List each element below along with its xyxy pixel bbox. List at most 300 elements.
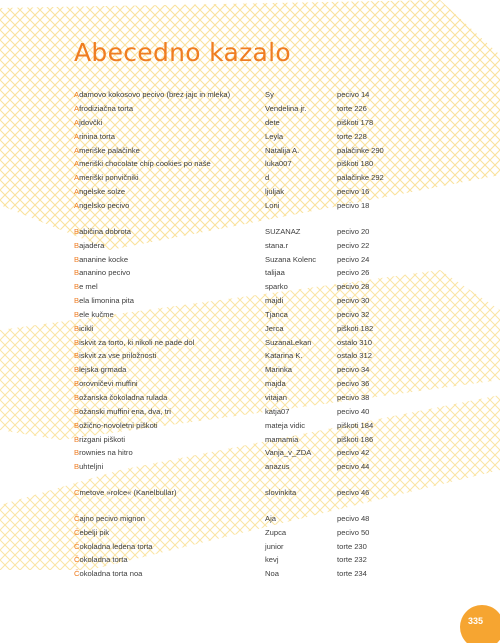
entry-author: kevj <box>265 555 279 565</box>
entry-author-cell <box>265 269 337 277</box>
entry-category-cell <box>337 160 431 168</box>
entry-category: pecivo <box>337 296 359 306</box>
entry-name-cell <box>74 489 265 497</box>
entry-initial: B <box>74 296 80 306</box>
entry-author: Marinka <box>265 365 293 375</box>
entry-page: 40 <box>360 406 370 416</box>
entry-category: pecivo <box>337 392 359 402</box>
entry-initial: B <box>74 392 80 402</box>
entry-name-cell <box>74 543 265 551</box>
entry-author-cell <box>265 489 337 497</box>
entry-initial: B <box>74 268 80 278</box>
entry-name-cell <box>74 269 265 277</box>
entry-author: SuzanaLekan <box>265 337 312 347</box>
entry-name-cell <box>74 436 265 444</box>
index-entry <box>74 154 431 168</box>
entry-name-cell <box>74 529 265 537</box>
entry-name-cell <box>74 133 265 141</box>
entry-name <box>74 104 133 113</box>
entry-page: 178 <box>360 117 374 127</box>
entry-name-cell <box>74 228 265 236</box>
entry-name <box>74 173 139 182</box>
entry-category-cell <box>337 311 431 319</box>
entry-page: 32 <box>360 309 370 319</box>
index-list <box>74 85 431 590</box>
entry-name <box>74 268 130 277</box>
entry-name <box>74 421 158 430</box>
entry-name-rest: okoladna torta noa <box>79 569 143 579</box>
entry-category-cell <box>337 436 431 444</box>
entry-author: majdi <box>265 296 284 306</box>
entry-author: Zupca <box>265 527 287 537</box>
entry-name-rest: lejska grmada <box>79 365 127 375</box>
entry-author: vitajan <box>265 392 287 402</box>
entry-page: 16 <box>360 187 370 197</box>
entry-initial: B <box>74 351 80 361</box>
entry-initial: B <box>74 379 80 389</box>
entry-category-cell <box>337 188 431 196</box>
entry-author-cell <box>265 311 337 319</box>
entry-author: Suzana Kolenc <box>265 254 317 264</box>
entry-name-cell <box>74 147 265 155</box>
entry-name <box>74 201 129 210</box>
entry-category-cell <box>337 174 431 182</box>
entry-name-rest: jdovčki <box>79 117 103 127</box>
entry-author-cell <box>265 339 337 347</box>
index-group <box>74 222 431 471</box>
index-entry <box>74 483 431 497</box>
entry-name-cell <box>74 188 265 196</box>
entry-category-cell <box>337 394 431 402</box>
entry-initial: B <box>74 240 80 250</box>
entry-author-cell <box>265 543 337 551</box>
entry-name-rest: ele kučme <box>79 309 114 319</box>
index-entry <box>74 564 431 578</box>
index-entry <box>74 291 431 305</box>
entry-initial: B <box>74 434 80 444</box>
entry-name-cell <box>74 91 265 99</box>
entry-name <box>74 393 167 402</box>
index-entry <box>74 277 431 291</box>
entry-author: ljuljak <box>265 187 284 197</box>
entry-page: 180 <box>360 159 374 169</box>
entry-category-cell <box>337 489 431 497</box>
entry-name-cell <box>74 119 265 127</box>
entry-author: SUZANAZ <box>265 226 301 236</box>
entry-name <box>74 338 194 347</box>
entry-name-cell <box>74 256 265 264</box>
entry-category-cell <box>337 283 431 291</box>
entry-category-cell <box>337 556 431 564</box>
entry-author: mamamia <box>265 434 299 444</box>
entry-initial: B <box>74 448 80 458</box>
entry-page: 50 <box>360 527 370 537</box>
entry-name <box>74 365 126 374</box>
entry-author-cell <box>265 463 337 471</box>
entry-initial: Č <box>74 555 80 565</box>
entry-category: ostalo <box>337 351 358 361</box>
entry-initial: B <box>74 462 80 472</box>
entry-name <box>74 569 142 578</box>
index-entry <box>74 113 431 127</box>
index-entry <box>74 235 431 249</box>
entry-author: katja07 <box>265 406 290 416</box>
entry-category: pecivo <box>337 379 359 389</box>
entry-category-cell <box>337 325 431 333</box>
entry-name-rest: ngelske solze <box>79 187 126 197</box>
entry-name-rest: ožično-novoletni piškoti <box>79 420 158 430</box>
entry-initial: B <box>74 365 80 375</box>
entry-name-cell <box>74 380 265 388</box>
index-entry <box>74 443 431 457</box>
entry-author: dete <box>265 117 280 127</box>
index-entry <box>74 550 431 564</box>
index-entry <box>74 509 431 523</box>
entry-category: pecivo <box>337 462 359 472</box>
entry-page: 46 <box>360 488 370 498</box>
entry-author: talijaa <box>265 268 285 278</box>
entry-name-cell <box>74 174 265 182</box>
entry-category: piškoti <box>337 420 359 430</box>
index-entry <box>74 127 431 141</box>
entry-page: 292 <box>371 173 384 183</box>
entry-author-cell <box>265 422 337 430</box>
entry-name-rest: okoladna ledena torta <box>79 541 153 551</box>
entry-category: ostalo <box>337 337 358 347</box>
entry-author-cell <box>265 256 337 264</box>
entry-author: Leyla <box>265 131 284 141</box>
entry-name <box>74 528 109 537</box>
entry-name-rest: ananine kocke <box>79 254 129 264</box>
entry-category: piškoti <box>337 323 359 333</box>
entry-name-cell <box>74 202 265 210</box>
index-entry <box>74 263 431 277</box>
entry-author: Jerca <box>265 323 284 333</box>
entry-page: 28 <box>360 282 370 292</box>
entry-author-cell <box>265 449 337 457</box>
entry-initial: A <box>74 187 80 197</box>
entry-author: Loni <box>265 201 280 210</box>
entry-name <box>74 351 156 360</box>
entry-page: 312 <box>359 351 372 361</box>
index-entry <box>74 319 431 333</box>
index-entry <box>74 415 431 429</box>
entry-initial: Č <box>74 541 80 551</box>
entry-name-rest: meriški ponvičniki <box>79 173 139 183</box>
entry-name <box>74 296 134 305</box>
index-entry <box>74 388 431 402</box>
entry-category: pecivo <box>337 226 359 236</box>
entry-category-cell <box>337 256 431 264</box>
entry-name <box>74 514 145 523</box>
entry-category: torte <box>337 131 353 141</box>
entry-page: 20 <box>360 226 370 236</box>
entry-category-cell <box>337 105 431 113</box>
entry-name-cell <box>74 242 265 250</box>
entry-name <box>74 310 114 319</box>
index-entry <box>74 332 431 346</box>
entry-page: 14 <box>360 90 370 100</box>
entry-name-cell <box>74 311 265 319</box>
entry-name <box>74 159 211 168</box>
entry-author: luka007 <box>265 159 292 169</box>
entry-initial: A <box>74 159 80 169</box>
entry-name-cell <box>74 352 265 360</box>
entry-author-cell <box>265 556 337 564</box>
index-group <box>74 85 431 210</box>
index-entry <box>74 196 431 210</box>
entry-page: 34 <box>360 365 370 375</box>
entry-name-cell <box>74 297 265 305</box>
entry-category: pecivo <box>337 527 359 537</box>
entry-name <box>74 227 131 236</box>
entry-category: piškoti <box>337 159 359 169</box>
entry-initial: B <box>74 420 80 430</box>
entry-initial: B <box>74 406 80 416</box>
entry-category-cell <box>337 202 431 210</box>
entry-name <box>74 255 128 264</box>
entry-page: 24 <box>360 254 370 264</box>
entry-category-cell <box>337 422 431 430</box>
entry-category-cell <box>337 297 431 305</box>
entry-page: 30 <box>360 296 370 306</box>
entry-author: junior <box>265 541 284 551</box>
entry-name <box>74 187 125 196</box>
entry-name-rest: damovo kokosovo pecivo (brez jajc in mleka) <box>79 90 231 100</box>
entry-author: mateja vidic <box>265 420 306 430</box>
entry-name <box>74 462 103 471</box>
entry-author: sparko <box>265 282 288 292</box>
entry-author-cell <box>265 105 337 113</box>
entry-name-rest: rinina torta <box>79 131 115 141</box>
entry-category: pecivo <box>337 201 359 210</box>
entry-page: 38 <box>360 392 370 402</box>
entry-author-cell <box>265 91 337 99</box>
entry-name-cell <box>74 283 265 291</box>
entry-page: 226 <box>354 104 367 114</box>
entry-name <box>74 407 171 416</box>
entry-category-cell <box>337 119 431 127</box>
entry-page: 290 <box>371 145 384 155</box>
entry-author: anazus <box>265 462 290 472</box>
entry-name-rest: ožanska čokoladna rulada <box>79 392 168 402</box>
entry-author-cell <box>265 515 337 523</box>
entry-category: pecivo <box>337 448 359 458</box>
entry-author-cell <box>265 174 337 182</box>
entry-name-rest: rownies na hitro <box>79 448 133 458</box>
entry-name-rest: orovničevi muffini <box>79 379 138 389</box>
entry-category-cell <box>337 380 431 388</box>
entry-name-rest: abičina dobrota <box>79 226 132 236</box>
entry-category-cell <box>337 269 431 277</box>
entry-category: palačinke <box>337 173 370 183</box>
entry-author: Aja <box>265 513 276 523</box>
entry-category: pecivo <box>337 187 359 197</box>
entry-name <box>74 435 125 444</box>
entry-name <box>74 488 177 497</box>
entry-author-cell <box>265 228 337 236</box>
entry-category: torte <box>337 569 353 579</box>
index-entry <box>74 360 431 374</box>
entry-author-cell <box>265 408 337 416</box>
entry-name-cell <box>74 394 265 402</box>
entry-initial: A <box>74 90 80 100</box>
entry-name <box>74 241 104 250</box>
entry-category: pecivo <box>337 365 359 375</box>
entry-name-rest: iskvit za torto, ki nikoli ne pade dol <box>79 337 195 347</box>
entry-name <box>74 542 153 551</box>
entry-author-cell <box>265 352 337 360</box>
entry-initial: A <box>74 131 80 141</box>
entry-category: pecivo <box>337 282 359 292</box>
entry-category: pecivo <box>337 488 359 498</box>
entry-name-cell <box>74 105 265 113</box>
entry-author: slovinkita <box>265 488 297 498</box>
entry-name-rest: ananino pecivo <box>79 268 131 278</box>
entry-page: 36 <box>360 379 370 389</box>
page-title: Abecedno kazalo <box>74 38 291 67</box>
index-entry <box>74 85 431 99</box>
entry-category: torte <box>337 104 353 114</box>
index-entry <box>74 249 431 263</box>
entry-name-cell <box>74 422 265 430</box>
index-group <box>74 509 431 578</box>
entry-category: pecivo <box>337 513 359 523</box>
entry-author-cell <box>265 436 337 444</box>
entry-initial: B <box>74 254 80 264</box>
entry-author: Natalija A. <box>265 145 300 155</box>
entry-author-cell <box>265 133 337 141</box>
index-entry <box>74 429 431 443</box>
entry-name-rest: meriške palačinke <box>79 145 140 155</box>
entry-initial: A <box>74 104 80 114</box>
entry-category-cell <box>337 147 431 155</box>
entry-author-cell <box>265 242 337 250</box>
entry-category-cell <box>337 449 431 457</box>
entry-name-cell <box>74 339 265 347</box>
entry-category-cell <box>337 529 431 537</box>
entry-name-rest: icikli <box>79 323 94 333</box>
index-entry <box>74 346 431 360</box>
index-entry <box>74 168 431 182</box>
entry-page: 44 <box>360 462 370 472</box>
entry-category: piškoti <box>337 434 359 444</box>
entry-name <box>74 146 140 155</box>
entry-category-cell <box>337 228 431 236</box>
entry-author: Noa <box>265 569 279 579</box>
entry-author: majda <box>265 379 286 389</box>
entry-page: 186 <box>360 434 374 444</box>
entry-name-cell <box>74 556 265 564</box>
entry-name <box>74 90 230 99</box>
entry-page: 22 <box>360 240 370 250</box>
entry-initial: Č <box>74 569 80 579</box>
entry-category: torte <box>337 555 353 565</box>
entry-author: Vendelina jr. <box>265 104 307 114</box>
index-entry <box>74 457 431 471</box>
entry-name-cell <box>74 570 265 578</box>
entry-page: 42 <box>360 448 370 458</box>
entry-name-cell <box>74 463 265 471</box>
entry-category: pecivo <box>337 406 359 416</box>
entry-category-cell <box>337 91 431 99</box>
entry-name-rest: okoladna torta <box>79 555 128 565</box>
entry-author: d <box>265 173 270 183</box>
entry-name-rest: rizgani piškoti <box>79 434 126 444</box>
entry-category: pecivo <box>337 240 359 250</box>
index-entry <box>74 182 431 196</box>
entry-name-rest: ebelji pik <box>79 527 110 537</box>
entry-initial: Č <box>74 513 80 523</box>
entry-name-rest: frodiziačna torta <box>79 104 134 114</box>
entry-category-cell <box>337 366 431 374</box>
entry-author-cell <box>265 202 337 210</box>
index-entry <box>74 140 431 154</box>
entry-author-cell <box>265 188 337 196</box>
entry-author-cell <box>265 529 337 537</box>
entry-initial: B <box>74 309 80 319</box>
entry-author-cell <box>265 380 337 388</box>
entry-category: piškoti <box>337 117 359 127</box>
entry-initial: Č <box>74 527 80 537</box>
entry-category: pecivo <box>337 268 359 278</box>
entry-name-rest: ngelsko pecivo <box>79 201 130 210</box>
entry-name <box>74 379 138 388</box>
entry-page: 182 <box>360 323 374 333</box>
entry-author: Katarina K. <box>265 351 303 361</box>
entry-author-cell <box>265 366 337 374</box>
index-entry <box>74 522 431 536</box>
entry-page: 230 <box>354 541 367 551</box>
entry-page: 48 <box>360 513 370 523</box>
entry-category-cell <box>337 543 431 551</box>
entry-author-cell <box>265 147 337 155</box>
entry-category-cell <box>337 242 431 250</box>
entry-name-rest: meriški chocolate chip cookies po naše <box>79 159 211 169</box>
index-entry <box>74 536 431 550</box>
entry-name-rest: ajadera <box>79 240 105 250</box>
entry-name <box>74 132 115 141</box>
index-entry <box>74 305 431 319</box>
entry-author: stana.r <box>265 240 289 250</box>
entry-name-cell <box>74 160 265 168</box>
entry-category-cell <box>337 570 431 578</box>
entry-page: 228 <box>354 131 367 141</box>
entry-category-cell <box>337 352 431 360</box>
entry-name-cell <box>74 515 265 523</box>
entry-name <box>74 324 93 333</box>
entry-name-cell <box>74 408 265 416</box>
entry-name <box>74 448 133 457</box>
entry-initial: B <box>74 226 80 236</box>
entry-category-cell <box>337 408 431 416</box>
entry-name-cell <box>74 449 265 457</box>
entry-category-cell <box>337 515 431 523</box>
entry-name-rest: e mel <box>79 282 98 292</box>
entry-initial: A <box>74 173 80 183</box>
entry-page: 18 <box>360 201 370 210</box>
entry-name-cell <box>74 366 265 374</box>
entry-initial: B <box>74 323 80 333</box>
entry-category: palačinke <box>337 145 370 155</box>
entry-name-rest: uhteljni <box>79 462 104 472</box>
entry-initial: A <box>74 201 80 210</box>
index-entry <box>74 99 431 113</box>
entry-author: Tjanca <box>265 309 288 319</box>
entry-category-cell <box>337 133 431 141</box>
entry-author-cell <box>265 570 337 578</box>
index-group <box>74 483 431 497</box>
